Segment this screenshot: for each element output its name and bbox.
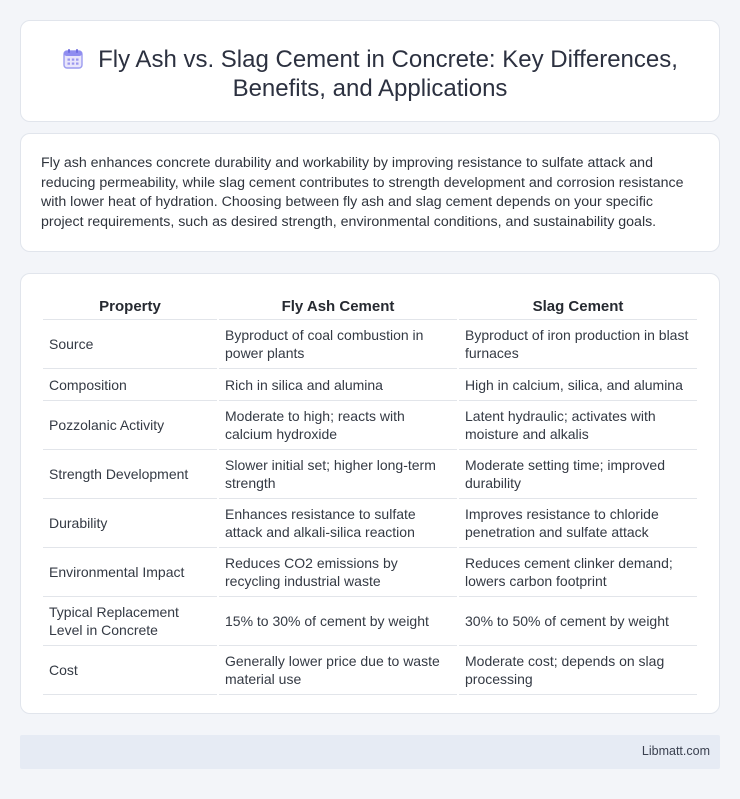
intro-paragraph: Fly ash enhances concrete durability and workability by improving resistance to sulfate attack and reducing permeability, while slag cement contributes to strength development and corrosion resistance with lower heat of hydration. Choosing between fly ash and slag cement depends on your specific project requirements, such as desired strength, environmental conditions, and sustainability goals. — [41, 155, 684, 230]
cell-property: Typical Replacement Level in Concrete — [43, 597, 217, 646]
cell-fly-ash: Enhances resistance to sulfate attack and alkali-silica reaction — [219, 499, 457, 548]
cell-fly-ash: Byproduct of coal combustion in power plants — [219, 320, 457, 369]
calendar-icon — [62, 48, 84, 70]
cell-property: Environmental Impact — [43, 548, 217, 597]
footer-bar — [20, 735, 720, 769]
cell-slag: Latent hydraulic; activates with moisture and alkalis — [459, 401, 697, 450]
header-property: Property — [43, 293, 217, 320]
header-slag: Slag Cement — [459, 293, 697, 320]
cell-fly-ash: Slower initial set; higher long-term strength — [219, 450, 457, 499]
cell-slag: Moderate cost; depends on slag processing — [459, 646, 697, 695]
table-row — [43, 499, 697, 548]
cell-property: Strength Development — [43, 450, 217, 499]
cell-slag: Reduces cement clinker demand; lowers carbon footprint — [459, 548, 697, 597]
cell-property: Composition — [43, 369, 217, 401]
table-header-row — [43, 293, 697, 320]
header-fly-ash: Fly Ash Cement — [219, 293, 457, 320]
cell-property: Durability — [43, 499, 217, 548]
page-title-wrap — [21, 45, 719, 103]
table-row — [43, 646, 697, 695]
cell-property: Pozzolanic Activity — [43, 401, 217, 450]
table-row — [43, 450, 697, 499]
cell-slag: 30% to 50% of cement by weight — [459, 597, 697, 646]
table-row — [43, 597, 697, 646]
table-row — [43, 320, 697, 369]
cell-fly-ash: 15% to 30% of cement by weight — [219, 597, 457, 646]
table-row — [43, 369, 697, 401]
table-row — [43, 548, 697, 597]
cell-fly-ash: Rich in silica and alumina — [219, 369, 457, 401]
comparison-table — [41, 293, 699, 695]
table-row — [43, 401, 697, 450]
footer-brand: Libmatt.com — [641, 744, 710, 758]
cell-property: Source — [43, 320, 217, 369]
cell-slag: Moderate setting time; improved durability — [459, 450, 697, 499]
cell-property: Cost — [43, 646, 217, 695]
cell-fly-ash: Generally lower price due to waste material use — [219, 646, 457, 695]
cell-slag: High in calcium, silica, and alumina — [459, 369, 697, 401]
intro-card — [20, 133, 720, 252]
cell-fly-ash: Moderate to high; reacts with calcium hydroxide — [219, 401, 457, 450]
page-title: Fly Ash vs. Slag Cement in Concrete: Key Differences, Benefits, and Applications — [98, 46, 678, 102]
cell-slag: Improves resistance to chloride penetration and sulfate attack — [459, 499, 697, 548]
table-card — [20, 273, 720, 714]
title-card — [20, 20, 720, 122]
cell-slag: Byproduct of iron production in blast furnaces — [459, 320, 697, 369]
cell-fly-ash: Reduces CO2 emissions by recycling industrial waste — [219, 548, 457, 597]
